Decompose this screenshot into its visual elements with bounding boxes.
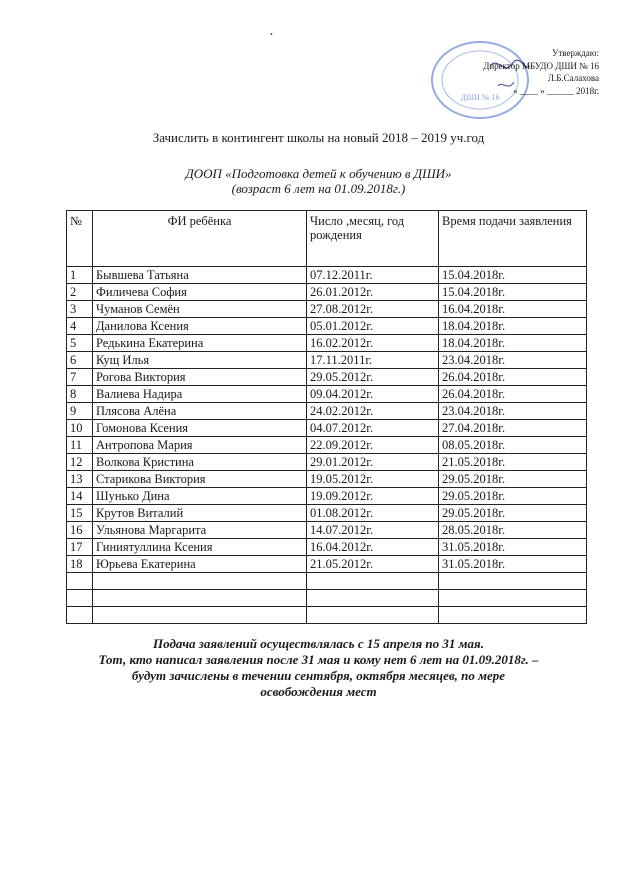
cell-birthdate: 16.02.2012г. <box>307 335 439 352</box>
empty-cell <box>439 590 587 607</box>
cell-name: Крутов Виталий <box>93 505 307 522</box>
cell-name: Редькина Екатерина <box>93 335 307 352</box>
cell-application-date: 23.04.2018г. <box>439 403 587 420</box>
footer-line-3: будут зачислены в течении сентября, октября месяцев, по мере <box>131 668 506 683</box>
cell-birthdate: 29.05.2012г. <box>307 369 439 386</box>
cell-name: Гиниятуллина Ксения <box>93 539 307 556</box>
cell-birthdate: 14.07.2012г. <box>307 522 439 539</box>
cell-application-date: 29.05.2018г. <box>439 471 587 488</box>
scan-mark: • <box>270 30 273 39</box>
footer-line-2: Тот, кто написал заявления после 31 мая и кому нет 6 лет на 01.09.2018г. – <box>98 652 539 667</box>
cell-birthdate: 26.01.2012г. <box>307 284 439 301</box>
table-row <box>67 369 587 386</box>
empty-cell <box>439 607 587 624</box>
cell-name: Волкова Кристина <box>93 454 307 471</box>
cell-name: Бывшева Татьяна <box>93 267 307 284</box>
footer-line-4: освобождения мест <box>260 684 377 699</box>
cell-name: Юрьева Екатерина <box>93 556 307 573</box>
approval-line: Утверждаю: <box>551 48 599 58</box>
cell-number: 17 <box>67 539 93 556</box>
approval-date: « ____ » ______ 2018г. <box>513 85 599 96</box>
empty-cell <box>307 590 439 607</box>
cell-birthdate: 09.04.2012г. <box>307 386 439 403</box>
cell-name: Рогова Виктория <box>93 369 307 386</box>
table-header-row <box>67 211 587 267</box>
empty-cell <box>93 573 307 590</box>
cell-number: 18 <box>67 556 93 573</box>
cell-birthdate: 24.02.2012г. <box>307 403 439 420</box>
table-row <box>67 420 587 437</box>
cell-application-date: 15.04.2018г. <box>439 284 587 301</box>
cell-number: 9 <box>67 403 93 420</box>
cell-birthdate: 19.09.2012г. <box>307 488 439 505</box>
cell-application-date: 16.04.2018г. <box>439 301 587 318</box>
cell-number: 2 <box>67 284 93 301</box>
cell-birthdate: 19.05.2012г. <box>307 471 439 488</box>
cell-birthdate: 22.09.2012г. <box>307 437 439 454</box>
column-header-birthdate: Число ,месяц, год рождения <box>307 211 439 267</box>
cell-application-date: 18.04.2018г. <box>439 318 587 335</box>
cell-birthdate: 29.01.2012г. <box>307 454 439 471</box>
table-body <box>67 267 587 624</box>
cell-number: 11 <box>67 437 93 454</box>
cell-application-date: 18.04.2018г. <box>439 335 587 352</box>
cell-name: Старикова Виктория <box>93 471 307 488</box>
cell-birthdate: 27.08.2012г. <box>307 301 439 318</box>
cell-name: Ульянова Маргарита <box>93 522 307 539</box>
table-row <box>67 386 587 403</box>
cell-birthdate: 04.07.2012г. <box>307 420 439 437</box>
cell-birthdate: 05.01.2012г. <box>307 318 439 335</box>
program-title: ДООП «Подготовка детей к обучению в ДШИ» <box>185 166 452 181</box>
empty-cell <box>67 607 93 624</box>
empty-cell <box>307 607 439 624</box>
cell-name: Чуманов Семён <box>93 301 307 318</box>
cell-birthdate: 21.05.2012г. <box>307 556 439 573</box>
cell-birthdate: 01.08.2012г. <box>307 505 439 522</box>
cell-application-date: 15.04.2018г. <box>439 267 587 284</box>
table-row <box>67 471 587 488</box>
cell-application-date: 21.05.2018г. <box>439 454 587 471</box>
table-row <box>67 522 587 539</box>
table-row <box>67 335 587 352</box>
cell-birthdate: 16.04.2012г. <box>307 539 439 556</box>
cell-application-date: 29.05.2018г. <box>439 505 587 522</box>
cell-number: 16 <box>67 522 93 539</box>
cell-name: Плясова Алёна <box>93 403 307 420</box>
table-row <box>67 301 587 318</box>
table-row <box>67 437 587 454</box>
cell-name: Филичева София <box>93 284 307 301</box>
cell-application-date: 23.04.2018г. <box>439 352 587 369</box>
cell-name: Гомонова Ксения <box>93 420 307 437</box>
empty-cell <box>439 573 587 590</box>
table-row <box>67 267 587 284</box>
footer-line-1: Подача заявлений осуществлялась с 15 апреля по 31 мая. <box>153 636 484 651</box>
empty-cell <box>93 607 307 624</box>
stamp-text: ДШИ № 16 <box>460 93 500 102</box>
table-row <box>67 556 587 573</box>
empty-cell <box>93 590 307 607</box>
cell-application-date: 27.04.2018г. <box>439 420 587 437</box>
table-row <box>67 488 587 505</box>
approval-director: Директор МБУДО ДШИ № 16 <box>483 60 599 71</box>
cell-application-date: 29.05.2018г. <box>439 488 587 505</box>
cell-number: 4 <box>67 318 93 335</box>
age-note: (возраст 6 лет на 01.09.2018г.) <box>231 181 406 196</box>
cell-number: 13 <box>67 471 93 488</box>
table-row <box>67 403 587 420</box>
cell-birthdate: 17.11.2011г. <box>307 352 439 369</box>
cell-number: 14 <box>67 488 93 505</box>
cell-number: 15 <box>67 505 93 522</box>
cell-name: Валиева Надира <box>93 386 307 403</box>
table-row <box>67 352 587 369</box>
cell-name: Данилова Ксения <box>93 318 307 335</box>
table-row-empty <box>67 607 587 624</box>
cell-number: 8 <box>67 386 93 403</box>
column-header-number: № <box>67 211 93 267</box>
cell-birthdate: 07.12.2011г. <box>307 267 439 284</box>
empty-cell <box>307 573 439 590</box>
document-title: Зачислить в контингент школы на новый 2018 – 2019 уч.год <box>152 130 485 145</box>
empty-cell <box>67 573 93 590</box>
approval-block <box>483 47 599 97</box>
column-header-name: ФИ ребёнка <box>93 211 307 267</box>
cell-number: 5 <box>67 335 93 352</box>
cell-name: Кущ Илья <box>93 352 307 369</box>
table-row-empty <box>67 573 587 590</box>
cell-name: Антропова Мария <box>93 437 307 454</box>
cell-number: 3 <box>67 301 93 318</box>
empty-cell <box>67 590 93 607</box>
table-row <box>67 454 587 471</box>
table-row-empty <box>67 590 587 607</box>
cell-application-date: 31.05.2018г. <box>439 539 587 556</box>
column-header-application-date: Время подачи заявления <box>439 211 587 267</box>
cell-application-date: 26.04.2018г. <box>439 386 587 403</box>
cell-application-date: 28.05.2018г. <box>439 522 587 539</box>
table-row <box>67 318 587 335</box>
table-row <box>67 284 587 301</box>
cell-application-date: 26.04.2018г. <box>439 369 587 386</box>
cell-number: 7 <box>67 369 93 386</box>
approval-name: Л.Б.Салахова <box>547 73 599 83</box>
cell-number: 1 <box>67 267 93 284</box>
cell-number: 6 <box>67 352 93 369</box>
cell-application-date: 31.05.2018г. <box>439 556 587 573</box>
cell-application-date: 08.05.2018г. <box>439 437 587 454</box>
table-row <box>67 539 587 556</box>
cell-name: Шунько Дина <box>93 488 307 505</box>
cell-number: 10 <box>67 420 93 437</box>
cell-number: 12 <box>67 454 93 471</box>
table-row <box>67 505 587 522</box>
enrollment-table <box>66 210 587 624</box>
